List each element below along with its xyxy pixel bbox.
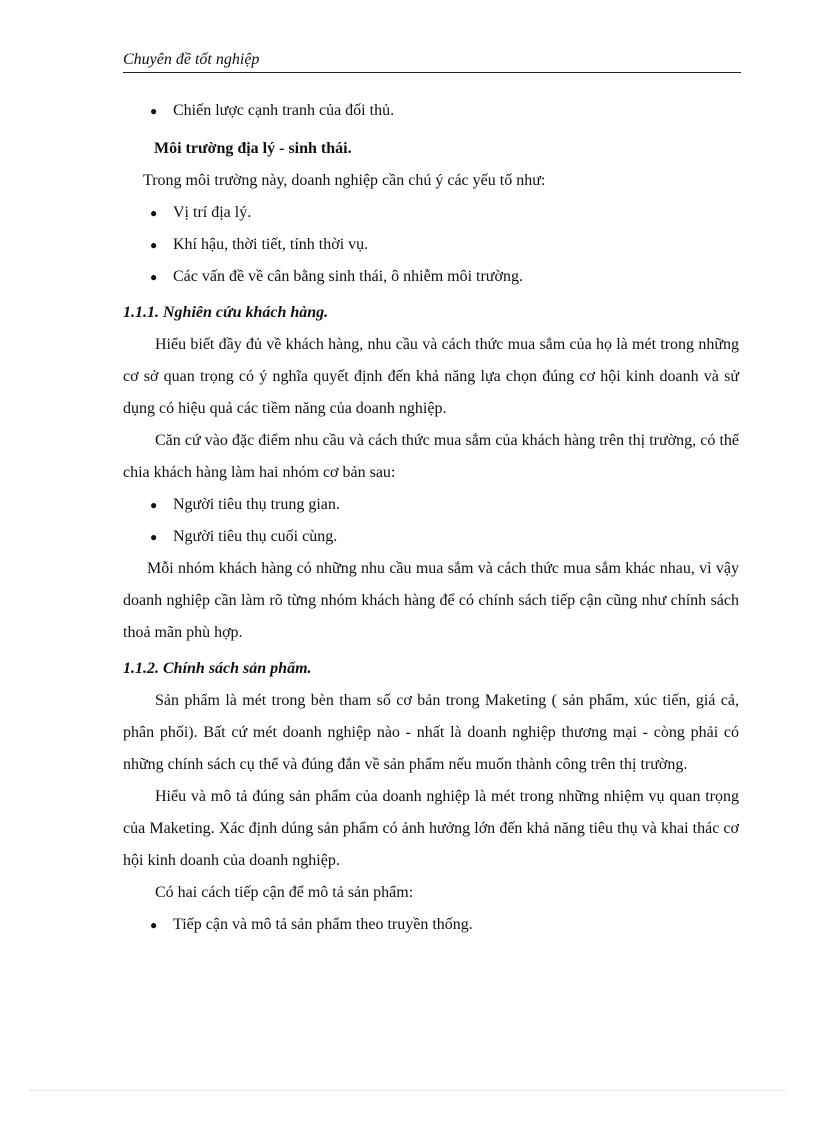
list-item-text: Người tiêu thụ cuối cùng. bbox=[173, 528, 338, 545]
bullet-icon: ● bbox=[150, 530, 158, 544]
list-item-text: Tiếp cận và mô tả sản phẩm theo truyền thống. bbox=[173, 916, 473, 933]
list-item-text: Các vấn đề về cân bằng sinh thái, ô nhiễm môi trường. bbox=[173, 268, 523, 285]
paragraph: Sản phẩm là mét trong bèn tham số cơ bản trong Maketing ( sản phẩm, xúc tiến, giá cả, phân phối). Bất cứ mét doanh nghiệp nào - nhất là doanh nghiệp thương mại - còng phải có những chính sách cụ thể và đúng đắn về sản phẩm nếu muốn thành công trên thị trường. bbox=[123, 692, 739, 773]
bullet-icon: ● bbox=[150, 104, 158, 118]
list-item bbox=[123, 261, 739, 293]
bullet-icon: ● bbox=[150, 498, 158, 512]
paragraph: Có hai cách tiếp cận để mô tả sản phẩm: bbox=[155, 884, 414, 901]
list-item bbox=[123, 197, 739, 229]
list-item-text: Vị trí địa lý. bbox=[173, 204, 252, 221]
paragraph: Hiểu và mô tả đúng sản phẩm của doanh nghiệp là mét trong những nhiệm vụ quan trọng của Maketing. Xác định dúng sản phẩm có ảnh hưởng lớn đến khả năng tiêu thụ và khai thác cơ hội kinh doanh của doanh nghiệp. bbox=[123, 788, 739, 869]
paragraph: Hiểu biết đầy đủ về khách hàng, nhu cầu và cách thức mua sắm của họ là mét trong những cơ sở quan trọng có ý nghĩa quyết định đến khả năng lựa chọn đúng cơ hội kinh doanh và sử dụng có hiệu quả các tiềm năng của doanh nghiệp. bbox=[123, 336, 739, 417]
list-item bbox=[123, 95, 739, 127]
header-title: Chuyên đề tốt nghiệp bbox=[123, 51, 260, 68]
list-item bbox=[123, 229, 739, 261]
page-header bbox=[123, 50, 741, 73]
paragraph: Căn cứ vào đặc điểm nhu cầu và cách thức mua sắm của khách hàng trên thị trường, có thể chia khách hàng làm hai nhóm cơ bản sau: bbox=[123, 432, 739, 481]
paragraph: Mỗi nhóm khách hàng có những nhu cầu mua sắm và cách thức mua sắm khác nhau, vì vậy doanh nghiệp cần làm rõ từng nhóm khách hàng để có chính sách tiếp cận cũng như chính sách thoả mãn phù hợp. bbox=[123, 560, 739, 641]
subheading-environment: Môi trường địa lý - sinh thái. bbox=[154, 140, 352, 157]
list-item bbox=[123, 521, 739, 553]
list-item bbox=[123, 489, 739, 521]
list-item bbox=[123, 909, 739, 941]
bullet-icon: ● bbox=[150, 206, 158, 220]
list-item-text: Chiến lược cạnh tranh của đối thủ. bbox=[173, 102, 395, 119]
bullet-icon: ● bbox=[150, 918, 158, 932]
page-footer-divider bbox=[30, 1090, 786, 1091]
section-heading-product-policy: 1.1.2. Chính sách sản phẩm. bbox=[123, 660, 312, 677]
list-item-text: Người tiêu thụ trung gian. bbox=[173, 496, 340, 513]
bullet-icon: ● bbox=[150, 270, 158, 284]
list-item-text: Khí hậu, thời tiết, tính thời vụ. bbox=[173, 236, 369, 253]
environment-intro: Trong môi trường này, doanh nghiệp cần chú ý các yếu tố như: bbox=[143, 172, 546, 189]
bullet-icon: ● bbox=[150, 238, 158, 252]
document-body bbox=[123, 95, 739, 941]
section-heading-customer-research: 1.1.1. Nghiên cứu khách hàng. bbox=[123, 304, 329, 321]
